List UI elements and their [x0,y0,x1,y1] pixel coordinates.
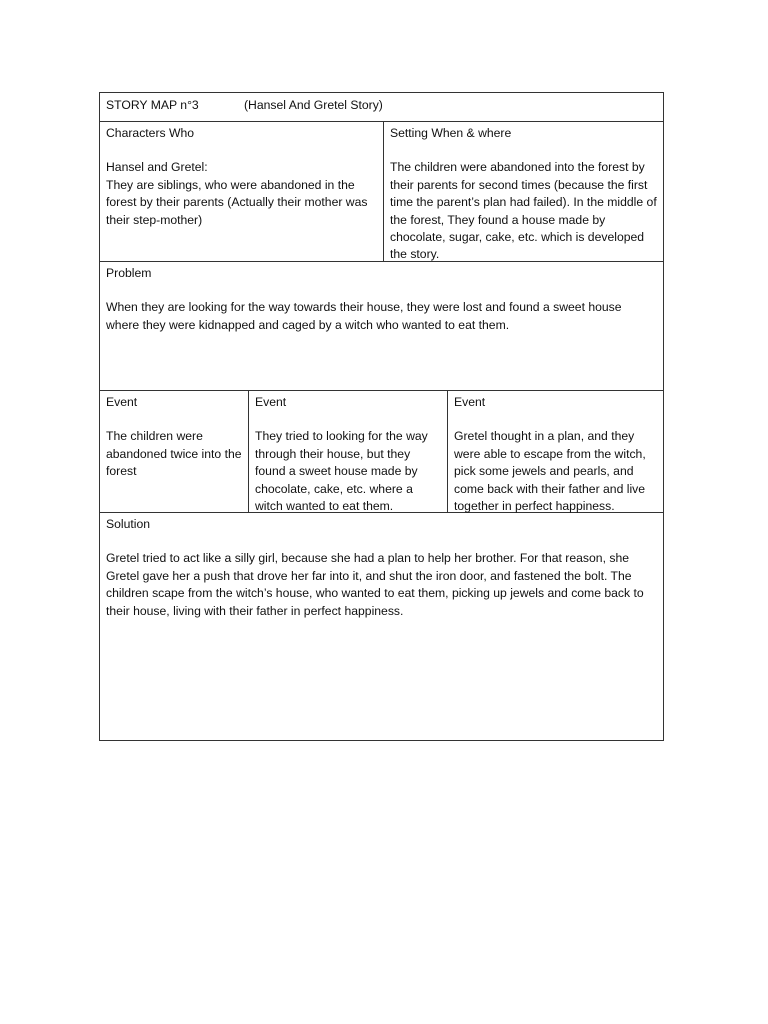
characters-text: They are siblings, who were abandoned in the forest by their parents (Actually their mother was their step-mother) [106,177,368,227]
event-text-3: Gretel thought in a plan, and they were able to escape from the witch, pick some jewels and pearls, and come back with their father and live together in perfect happiness. [454,429,646,514]
event-cell-2 [248,391,447,512]
event-cell-3 [447,391,663,512]
characters-name: Hansel and Gretel: [106,160,208,175]
characters-cell [100,122,383,261]
event-heading-1: Event [106,395,138,409]
event-cell-1 [100,391,248,512]
solution-row [100,513,663,740]
solution-text: Gretel tried to act like a silly girl, because she had a plan to help her brother. For that reason, she Gretel gave her a push that drove her far into it, and shut the iron door, and fastened the bolt. The children scape from the witch’s house, who wanted to eat them, picking up jewels and come back to their house, living with their father in perfect happiness. [106,551,644,618]
event-heading-2: Event [255,395,287,409]
story-title: (Hansel And Gretel Story) [244,98,383,112]
setting-cell [383,122,663,261]
events-row [100,391,663,513]
problem-heading: Problem [106,266,152,280]
characters-setting-row [100,122,663,262]
story-map-table [99,92,664,741]
solution-cell [100,513,663,740]
characters-heading: Characters Who [106,126,195,140]
event-text-1: The children were abandoned twice into the forest [106,429,242,479]
setting-heading: Setting When & where [390,126,512,140]
problem-cell [100,262,663,390]
problem-row [100,262,663,391]
title-row [100,93,663,122]
event-heading-3: Event [454,395,486,409]
story-map-label: STORY MAP n°3 [106,98,199,112]
event-text-2: They tried to looking for the way through their house, but they found a sweet house made by chocolate, cake, etc. where a witch wanted to eat them. [255,429,428,514]
setting-text: The children were abandoned into the forest by their parents for second times (because the first time the parent’s plan had failed). In the middle of the forest, They found a house made by chocolate, sugar, cake, etc. which is developed the story. [390,160,657,262]
solution-heading: Solution [106,517,151,531]
problem-text: When they are looking for the way towards their house, they were lost and found a sweet house where they were kidnapped and caged by a witch who wanted to eat them. [106,300,622,332]
